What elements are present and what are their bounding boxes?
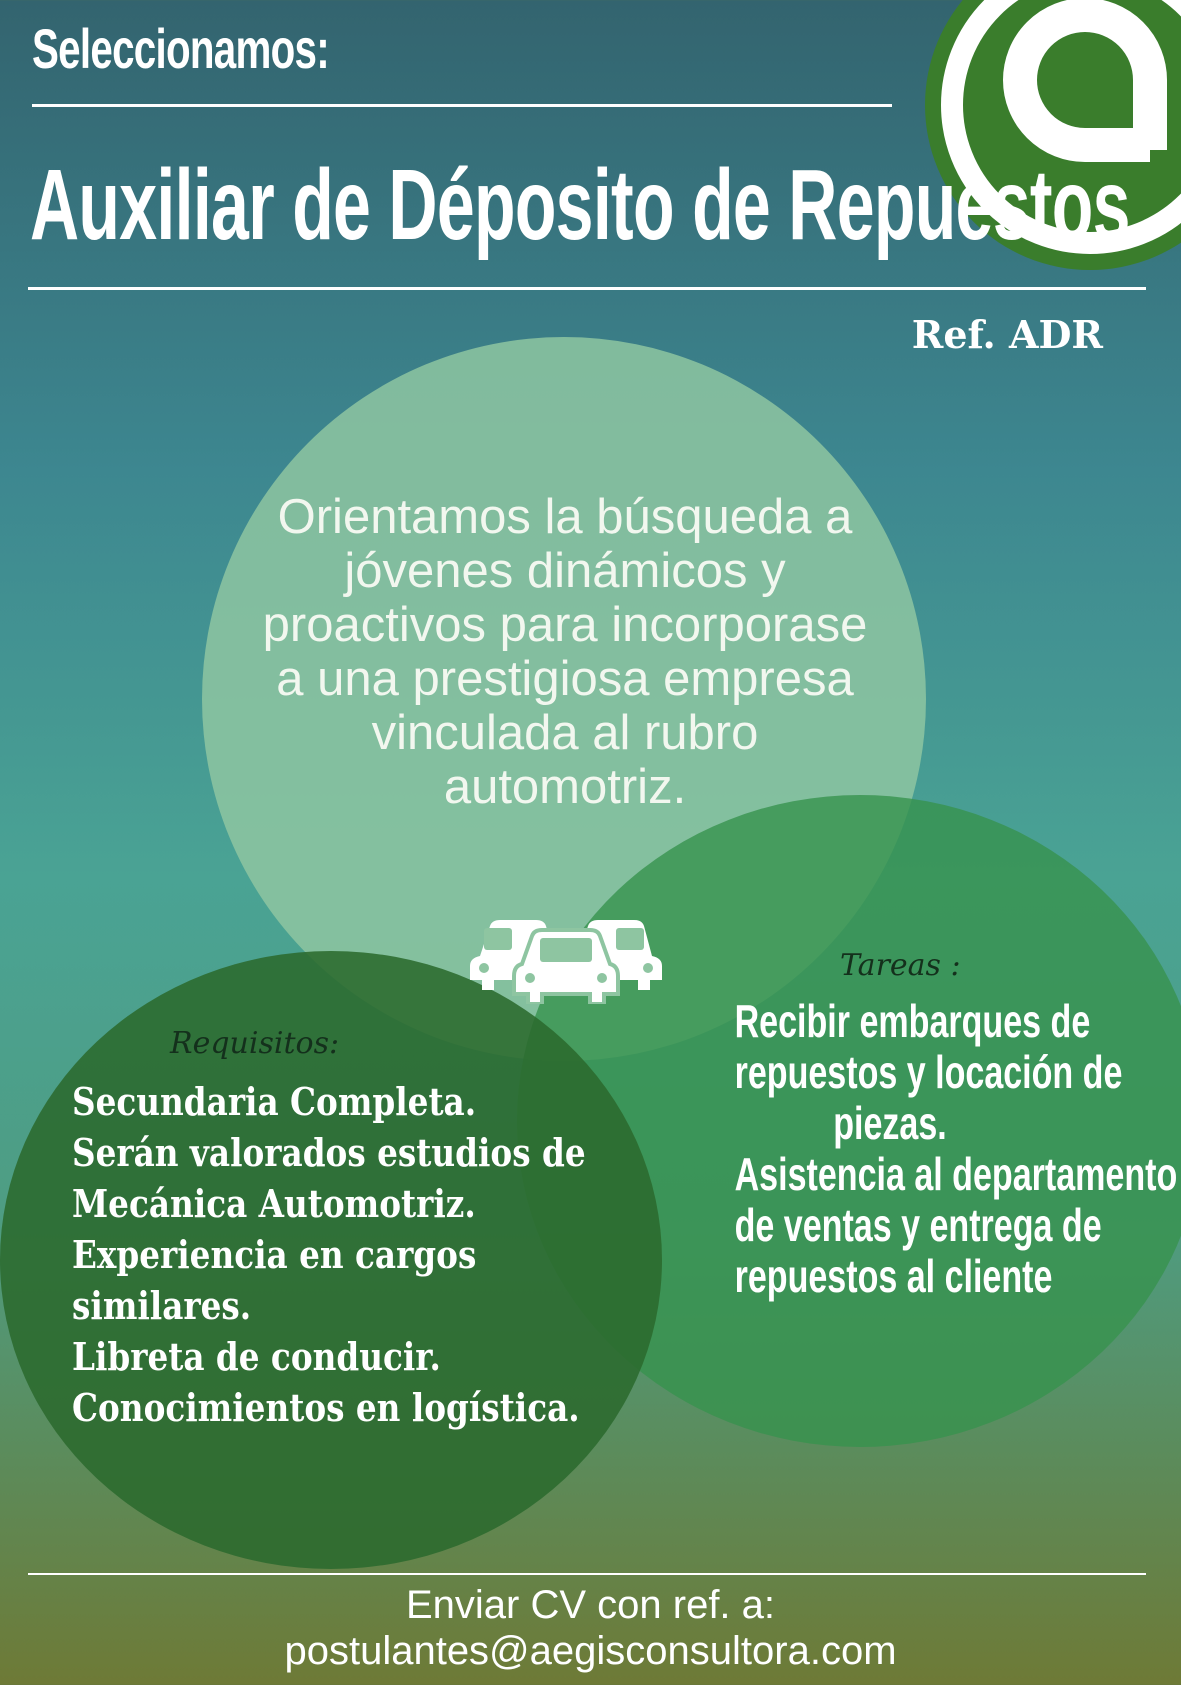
intro-text: Orientamos la búsqueda a jóvenes dinámicos y proactivos para incorporase a una prestigiosa empresa vinculada al rubro automotriz. — [262, 490, 868, 814]
tasks-heading: Tareas : — [840, 948, 961, 983]
job-title: Auxiliar de Déposito de Repuestos — [30, 149, 1130, 261]
tasks-list — [680, 995, 1178, 1302]
requirements-heading: Requisitos: — [170, 1026, 340, 1061]
requirement-line: similares. — [72, 1283, 252, 1328]
divider — [28, 1573, 1146, 1575]
requirement-line: Conocimientos en logística. — [72, 1385, 580, 1430]
task-line: repuestos al cliente — [734, 1250, 1053, 1302]
requirement-line: Libreta de conducir. — [72, 1334, 441, 1379]
task-line: piezas. — [833, 1097, 947, 1149]
task-line: repuestos y locación de — [734, 1046, 1123, 1098]
cars-icon — [466, 898, 666, 1004]
contact-instruction: Enviar CV con ref. a: — [405, 1583, 776, 1627]
task-line: Recibir embarques de — [734, 995, 1091, 1047]
divider — [32, 104, 892, 107]
requirements-list — [72, 1076, 669, 1433]
header-label: Seleccionamos: — [32, 17, 329, 80]
task-line: Asistencia al departamento — [734, 1148, 1178, 1200]
contact-email[interactable]: postulantes@aegisconsultora.com — [284, 1629, 897, 1673]
reference-code: Ref. ADR — [911, 312, 1103, 357]
requirement-line: Secundaria Completa. — [72, 1079, 477, 1124]
task-line: de ventas y entrega de — [734, 1199, 1102, 1251]
divider — [28, 287, 1146, 290]
requirement-line: Mecánica Automotriz. — [72, 1181, 476, 1226]
contact-block — [0, 1582, 1181, 1674]
requirement-line: Experiencia en cargos — [72, 1232, 477, 1277]
requirement-line: Serán valorados estudios de — [72, 1130, 586, 1175]
